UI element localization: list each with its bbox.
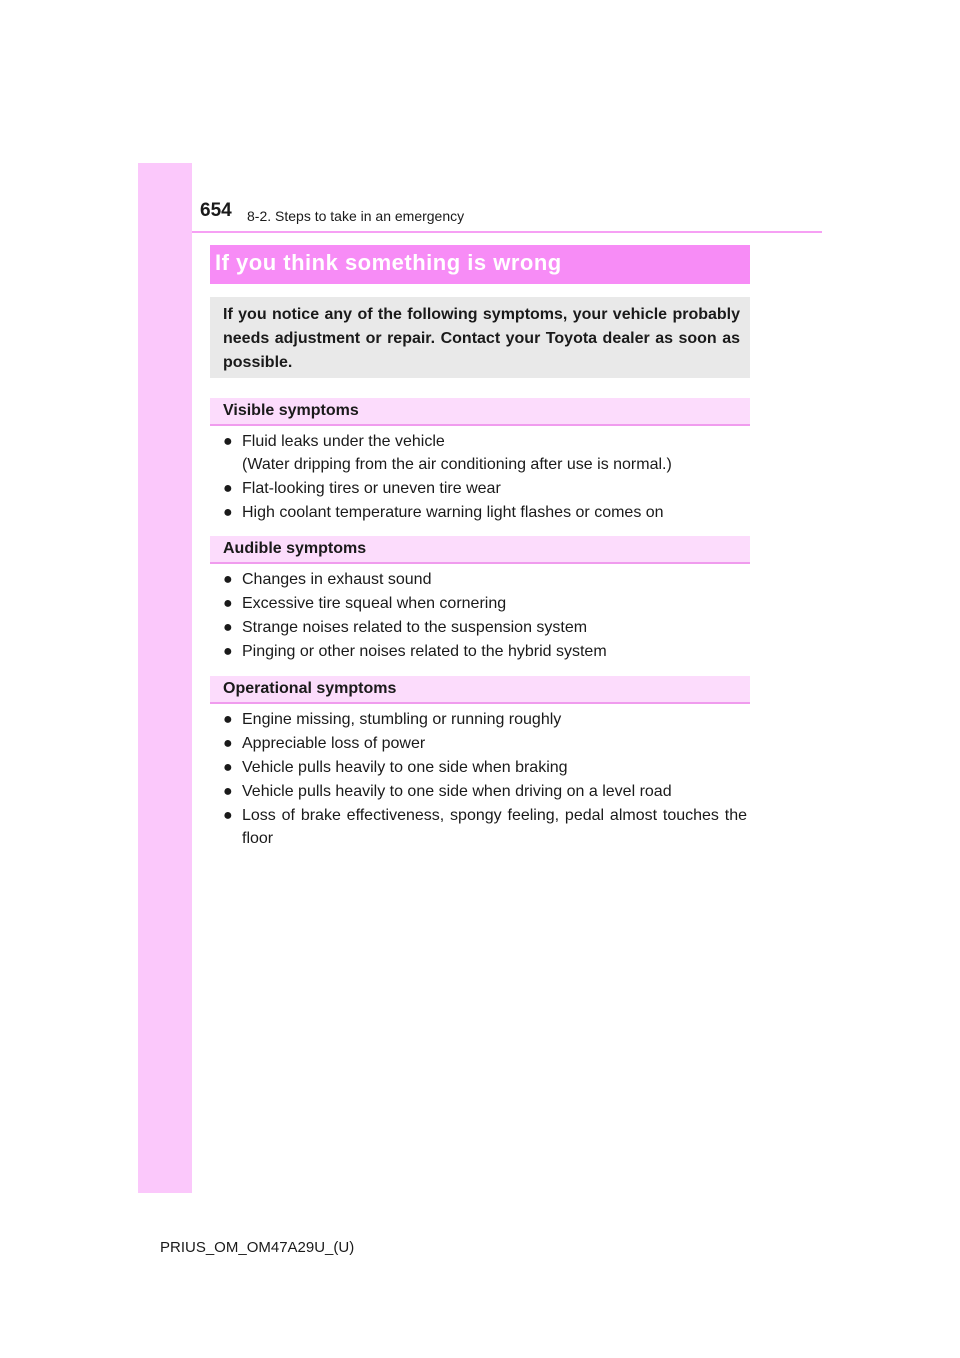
bullet-icon: ● [223,735,233,752]
list-item [223,592,747,615]
audible-symptoms-list [223,568,747,664]
subhead-label: Operational symptoms [223,680,397,697]
list-item [223,804,747,850]
bullet-icon: ● [223,783,233,800]
list-item [223,430,747,476]
intro-text: If you notice any of the following symptoms, your vehicle probably needs adjustment or repair. Contact your Toyota dealer as soon as possible. [223,306,740,371]
bullet-icon: ● [223,571,233,588]
list-item-text: Vehicle pulls heavily to one side when braking [242,759,568,776]
bullet-icon: ● [223,480,233,497]
operational-symptoms-list [223,708,747,851]
header-divider [192,231,822,233]
list-item-text: Pinging or other noises related to the hybrid system [242,643,607,660]
list-item [223,477,747,500]
subhead-visible-symptoms [210,398,750,426]
bullet-icon: ● [223,807,233,824]
subhead-label: Audible symptoms [223,540,367,557]
list-item-text: High coolant temperature warning light flashes or comes on [242,504,664,521]
bullet-icon: ● [223,504,233,521]
side-tab-band [138,163,192,1193]
list-item-text: Engine missing, stumbling or running roughly [242,711,562,728]
document-footer-code: PRIUS_OM_OM47A29U_(U) [160,1239,355,1256]
section-breadcrumb: 8-2. Steps to take in an emergency [247,208,465,224]
page-number: 654 [200,200,232,221]
bullet-icon: ● [223,643,233,660]
list-item-text: Excessive tire squeal when cornering [242,595,507,612]
bullet-icon: ● [223,595,233,612]
list-item-text: Loss of brake effectiveness, spongy feeling, pedal almost touches the floor [242,807,747,847]
subhead-audible-symptoms [210,536,750,564]
list-item [223,732,747,755]
list-item-text: Fluid leaks under the vehicle [242,433,445,450]
list-item-text: Strange noises related to the suspension system [242,619,588,636]
visible-symptoms-list [223,430,747,525]
list-item [223,501,747,524]
subhead-operational-symptoms [210,676,750,704]
bullet-icon: ● [223,711,233,728]
list-item [223,756,747,779]
list-item [223,640,747,663]
list-item-text: Vehicle pulls heavily to one side when driving on a level road [242,783,672,800]
list-item [223,708,747,731]
list-item-text: Appreciable loss of power [242,735,426,752]
list-item-text: Flat-looking tires or uneven tire wear [242,480,501,497]
list-item-note: (Water dripping from the air conditioning after use is normal.) [242,456,672,473]
list-item-text: Changes in exhaust sound [242,571,432,588]
list-item [223,780,747,803]
bullet-icon: ● [223,759,233,776]
bullet-icon: ● [223,433,233,450]
bullet-icon: ● [223,619,233,636]
list-item [223,568,747,591]
subhead-label: Visible symptoms [223,402,359,419]
list-item [223,616,747,639]
page-title: If you think something is wrong [215,250,562,275]
